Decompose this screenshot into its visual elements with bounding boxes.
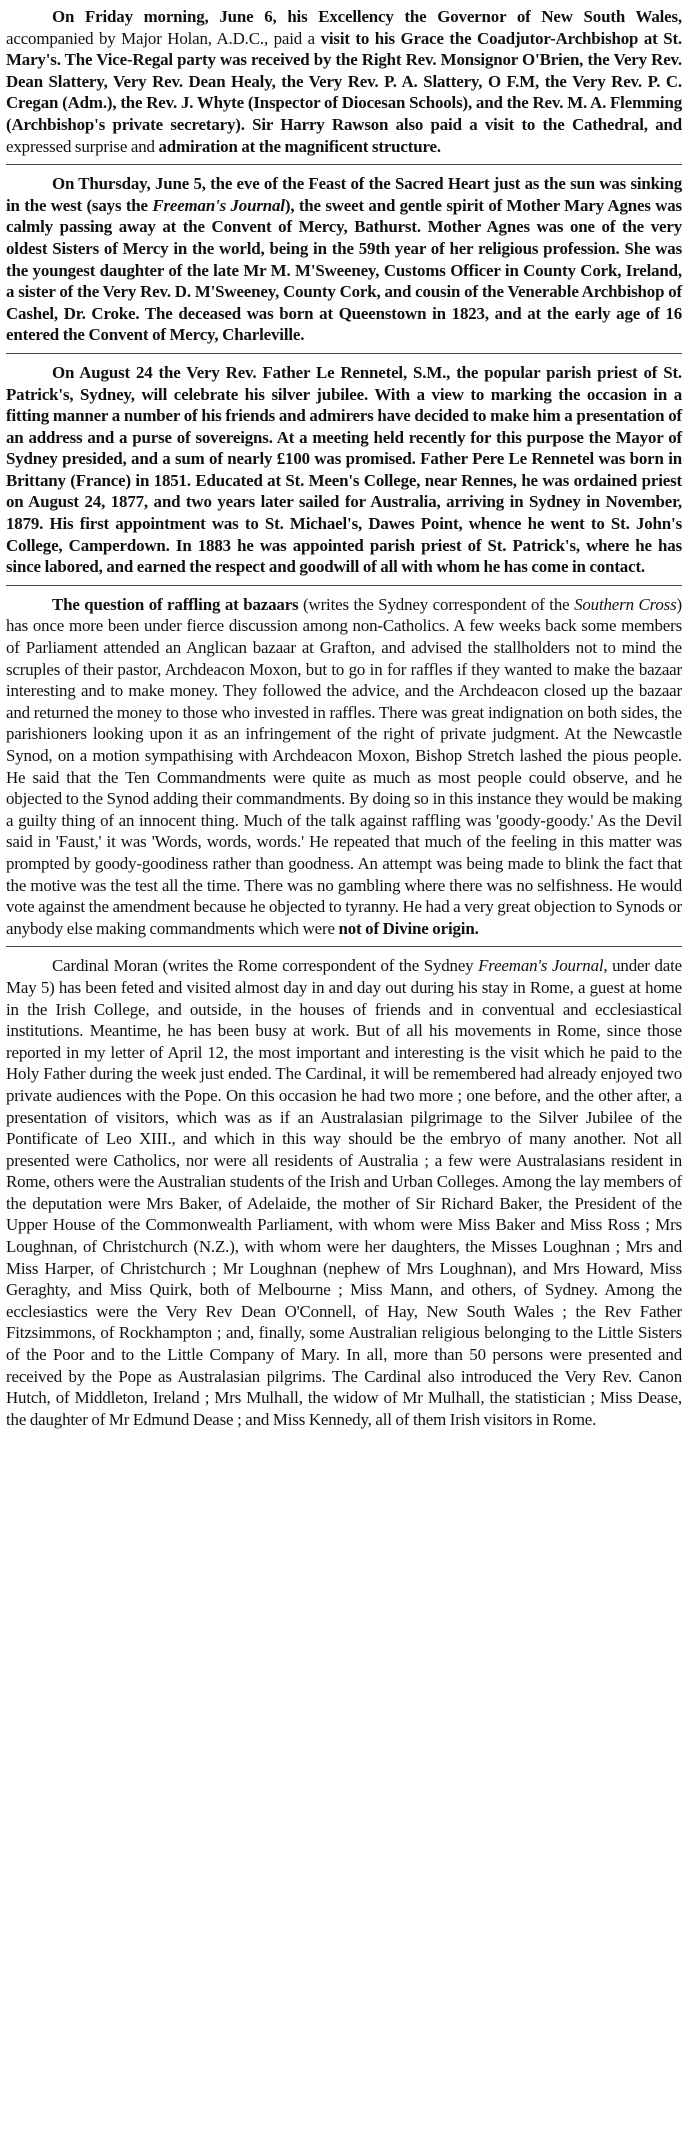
article-cardinal-moran <box>6 955 682 1430</box>
bold-run: not of Divine origin. <box>338 918 479 938</box>
italic-run: Southern Cross <box>574 594 677 614</box>
bold-run: On Friday morning, June 6, his Excellency the Governor of New South Wales, <box>52 7 682 26</box>
column-rule <box>6 946 682 947</box>
bold-run: The question of raffling at bazaars <box>52 594 299 614</box>
bold-run: On August 24 the Very Rev. Father Le Rennetel, S.M., the popular parish priest of St. Patrick's, Sydney, will celebrate his silver jubilee. With a view to marking the occasion in a fitting manner a number of his friends and admirers have decided to make him a presentation of an address and a purse of sovereigns. At a meeting held recently for this purpose the Mayor of Sydney presided, and a sum of nearly £100 was promised. Father Pere Le Rennetel was born in Brittany (France) in 1851. Educated at St. Meen's College, near Rennes, he was ordained priest on August 24, 1877, and two years later sailed for Australia, arriving in Sydney in November, 1879. His first appointment was to St. Michael's, Dawes Point, whence he went to St. John's College, Camperdown. In 1883 he was appointed parish priest of St. Patrick's, where he has since labored, and earned the respect and goodwill of all with whom he has come in contact. <box>6 362 682 577</box>
bold-run: On Thursday, June 5, the eve of the Feast of the Sacred Heart just as the sun was sinking in the west (says the <box>6 174 682 215</box>
text-run: accompanied by Major Holan, A.D.C., paid a <box>6 28 321 48</box>
bold-run: admiration at the magnificent structure. <box>158 136 441 156</box>
article-paragraph <box>6 362 682 578</box>
article-paragraph <box>6 6 682 157</box>
text-run: expressed surprise and <box>6 136 159 156</box>
article-raffling-bazaars <box>6 594 682 940</box>
italic-run: Freeman's Journal <box>152 195 285 215</box>
text-run: (writes the Sydney correspondent of the <box>298 594 575 614</box>
italic-run: Freeman's Journal <box>478 956 604 976</box>
column-rule <box>6 353 682 354</box>
text-run: , under date May 5) has been feted and visited almost day in and day out during his stay in Rome, a guest at home in the Irish College, and outside, in the houses of friends and in conventual and ecclesiastical institutions. Meantime, he has been busy at work. But of all his movements in Rome, since those reported in my letter of April 12, the most important and interesting is the visit which he paid to the Holy Father during the week just ended. The Cardinal, it will be remembered had already enjoyed two private audiences with the Pope. On this occasion he had two more ; one before, and the other after, a presentation of visitors, which was as if an Australasian pilgrimage to the Silver Jubilee of the Pontificate of Leo XIII., and which in this way should be the embryo of many another. Not all presented were Catholics, nor were all residents of Australia ; a few were Australasians resident in Rome, others were the Australian students of the Irish and Urban Colleges. Among the lay members of the deputation were Mrs Baker, of Adelaide, the mother of Sir Richard Baker, the President of the Upper House of the Commonwealth Parliament, with whom were Miss Baker and Miss Ross ; Mrs Loughnan, of Christchurch (N.Z.), with whom were her daughters, the Misses Loughnan ; Mrs and Miss Harper, of Christchurch ; Mr Loughnan (nephew of Mrs Loughnan), and Mrs Howard, Miss Geraghty, and Miss Quirk, both of Melbourne ; Miss Mann, and others, of Sydney. Among the ecclesiastics were the Very Rev Dean O'Connell, of Hay, New South Wales ; the Rev Father Fitzsimmons, of Rockhampton ; and, finally, some Australian religious belonging to the Little Sisters of the Poor and to the Little Company of Mary. In all, more than 50 persons were presented and received by the Pope as Australasian pilgrims. The Cardinal also introduced the Very Rev. Canon Hutch, of Middleton, Ireland ; Mrs Mulhall, the widow of Mr Mulhall, the statistician ; Miss Dease, the daughter of Mr Edmund Dease ; and Miss Kennedy, all of them Irish visitors in Rome. <box>6 956 682 1429</box>
article-paragraph <box>6 173 682 346</box>
bold-run: ), the sweet and gentle spirit of Mother Mary Agnes was calmly passing away at the Convent of Mercy, Bathurst. Mother Agnes was one of the very oldest Sisters of Mercy in the world, being in the 59th year of her religious profession. She was the youngest daughter of the late Mr M. M'Sweeney, Customs Officer in County Cork, Ireland, a sister of the Very Rev. D. M'Sweeney, County Cork, and cousin of the Venerable Archbishop of Cashel, Dr. Croke. The deceased was born at Queenstown in 1823, and at the early age of 16 entered the Convent of Mercy, Charleville. <box>6 195 682 345</box>
article-le-rennetel-jubilee <box>6 362 682 578</box>
text-run: Cardinal Moran (writes the Rome correspondent of the Sydney <box>52 956 479 976</box>
article-mother-mary-agnes <box>6 173 682 346</box>
bold-run: visit to his Grace the Coadjutor-Archbishop at St. Mary's. The Vice-Regal party was received by the Right Rev. Monsignor O'Brien, the Very Rev. Dean Slattery, Very Rev. Dean Healy, the Very Rev. P. A. Slattery, O F.M, the Very Rev. P. C. Cregan (Adm.), the Rev. J. Whyte (Inspector of Diocesan Schools), and the Rev. M. A. Flemming (Archbishop's private secretary). Sir Harry Rawson also paid a visit to the Cathedral, and <box>6 28 682 134</box>
column-rule <box>6 164 682 165</box>
article-paragraph <box>6 594 682 940</box>
text-run: ) has once more been under fierce discussion among non-Catholics. A few weeks back some members of Parliament attended an Anglican bazaar at Grafton, and advised the stallholders not to mind the scruples of their pastor, Archdeacon Moxon, but to go in for raffles if they wanted to make the bazaar interesting and to make money. They followed the advice, and the Archdeacon closed up the bazaar and returned the money to those who invested in raffles. There was great indignation on both sides, the parishioners looking upon it as an infringement of the right of private judgment. At the Newcastle Synod, on a motion sympathising with Archdeacon Moxon, Bishop Stretch lashed the pious people. He said that the Ten Commandments were quite as much as most people could observe, and he objected to the Synod adding their commandments. By doing so in this instance they would be making a guilty thing of an innocent thing. Much of the talk against raffling was 'goody-goody.' As the Devil said in 'Faust,' it was 'Words, words, words.' He repeated that much of the feeling in this matter was prompted by goody-goodiness rather than goodness. An attempt was being made to blink the fact that the motive was the test all the time. There was no gambling where there was no selfishness. He would vote against the amendment because he objected to tyranny. He had a very great objection to Synods or anybody else making commandments which were <box>6 594 682 938</box>
column-rule <box>6 585 682 586</box>
article-governor-visit <box>6 6 682 157</box>
article-paragraph <box>6 955 682 1430</box>
